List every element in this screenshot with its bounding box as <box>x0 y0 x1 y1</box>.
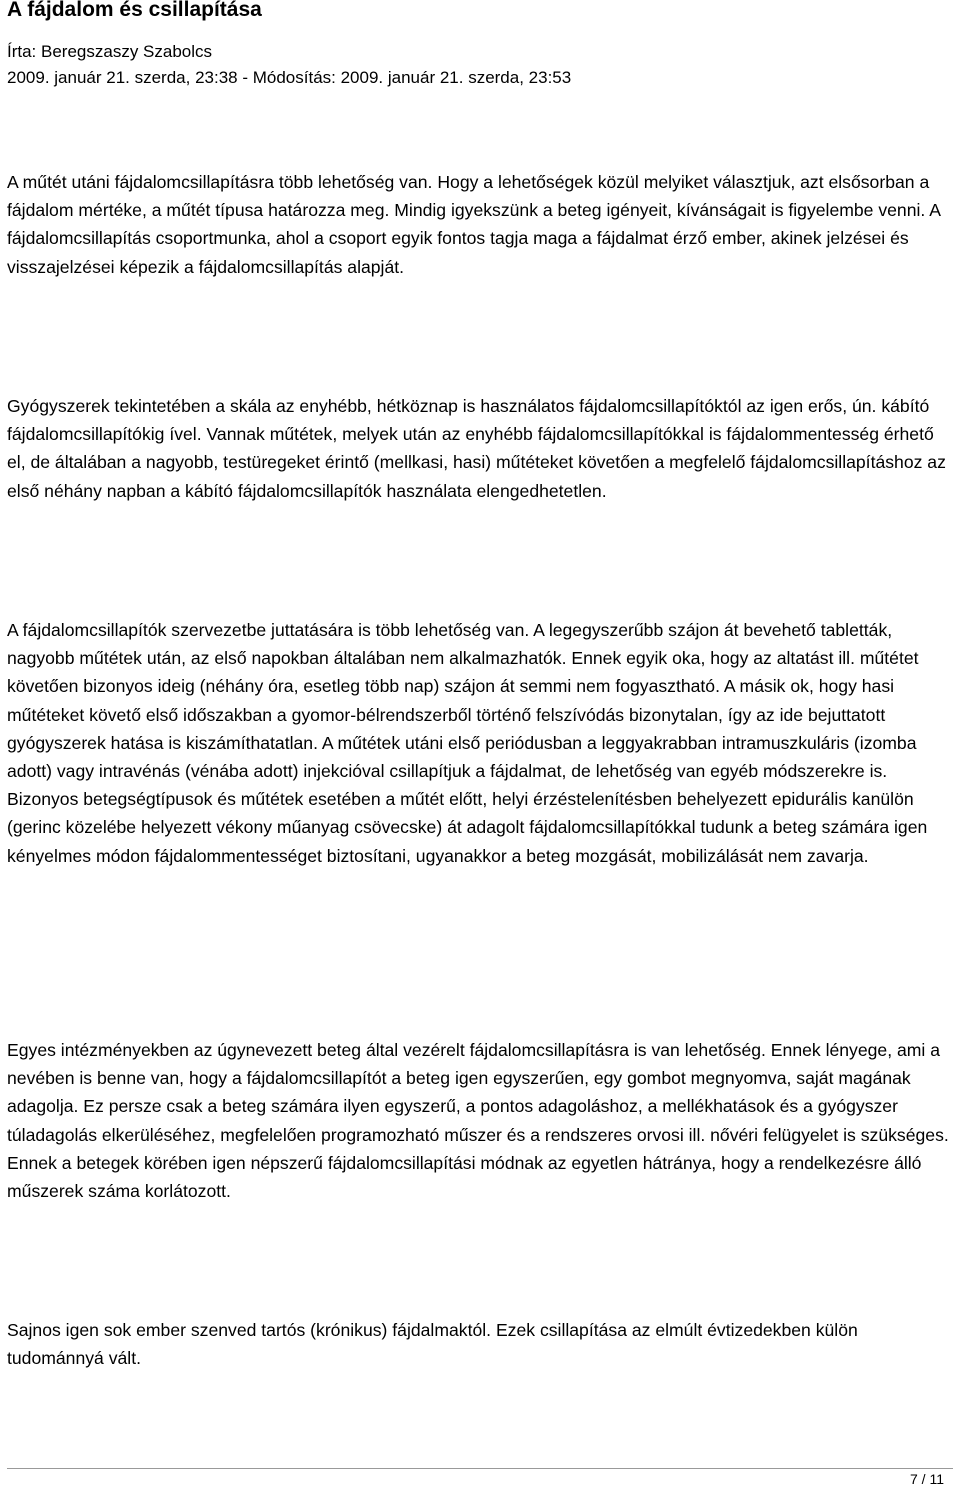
footer-divider <box>7 1468 953 1469</box>
paragraph-medication-scale: Gyógyszerek tekintetében a skála az enyhébb, hétköznap is használatos fájdalomcsillapítóktól az igen erős, ún. kábító fájdalomcsillapítókig ível. Vannak műtétek, melyek után az enyhébb fájdalomcsillapítókkal is fájdalommentesség érhető el, de általában a nagyobb, testüregeket érintő (mellkasi, hasi) műtéteket követően a megfelelő fájdalomcsillapításhoz az első néhány napban a kábító fájdalomcsillapítók használata elengedhetetlen. <box>7 396 946 501</box>
paragraph-administration-routes: A fájdalomcsillapítók szervezetbe juttatására is több lehetőség van. A legegyszerűbb szájon át bevehető tabletták, nagyobb műtétek után, az első napokban általában nem alkalmazhatók. Ennek egyik oka, hogy az altatást ill. műtétet követően bizonyos ideig (néhány óra, esetleg több nap) szájon át semmi nem fogyasztható. A másik ok, hogy hasi műtéteket követő első időszakban a gyomor-bélrendszerből történő felszívódás bizonytalan, így az ide bejuttatott gyógyszerek hatása is kiszámíthatatlan. A műtétek utáni első periódusban a leggyakrabban intramuszkuláris (izomba adott) vagy intravénás (vénába adott) injekcióval csillapítjuk a fájdalmat, de lehetőség van egyéb módszerekre is. Bizonyos betegségtípusok és műtétek esetében a műtét előtt, helyi érzéstelenítésben behelyezett epidurális kanülön (gerinc közelébe helyezett vékony műanyag csövecske) át adagolt fájdalomcsillapítókkal tudunk a beteg számára igen kényelmes módon fájdalommentességet biztosítani, ugyanakkor a beteg mozgását, mobilizálását nem zavarja. <box>7 620 928 866</box>
paragraph-patient-controlled: Egyes intézményekben az úgynevezett beteg által vezérelt fájdalomcsillapításra is van lehetőség. Ennek lényege, ami a nevében is benne van, hogy a fájdalomcsillapítót a beteg igen egyszerűen, egy gombot megnyomva, saját magának adagolja. Ez persze csak a beteg számára ilyen egyszerű, a pontos adagoláshoz, a mellékhatások és a gyógyszer túladagolás elkerüléséhez, megfelelően programozható műszer és a rendszeres orvosi ill. nővéri felügyelet is szükséges. Ennek a betegek körében igen népszerű fájdalomcsillapítási módnak az egyetlen hátránya, hogy a rendelkezésre álló műszerek száma korlátozott. <box>7 1040 949 1202</box>
page-number: 7 / 11 <box>910 1471 944 1487</box>
paragraph-postoperative-options: A műtét utáni fájdalomcsillapításra több lehetőség van. Hogy a lehetőségek közül melyiket választjuk, azt elsősorban a fájdalom mértéke, a műtét típusa határozza meg. Mindig igyekszünk a beteg igényeit, kívánságait is figyelembe venni. A fájdalomcsillapítás csoportmunka, ahol a csoport egyik fontos tagja maga a fájdalmat érző ember, akinek jelzései és visszajelzései képezik a fájdalomcsillapítás alapját. <box>7 172 940 277</box>
paragraph-chronic-pain: Sajnos igen sok ember szenved tartós (krónikus) fájdalmaktól. Ezek csillapítása az elmúlt évtizedekben külön tudománnyá vált. <box>7 1320 858 1369</box>
article-author: Írta: Beregszaszy Szabolcs <box>7 42 213 61</box>
article-dates: 2009. január 21. szerda, 23:38 - Módosítás: 2009. január 21. szerda, 23:53 <box>7 68 572 87</box>
article-title: A fájdalom és csillapítása <box>7 0 262 21</box>
